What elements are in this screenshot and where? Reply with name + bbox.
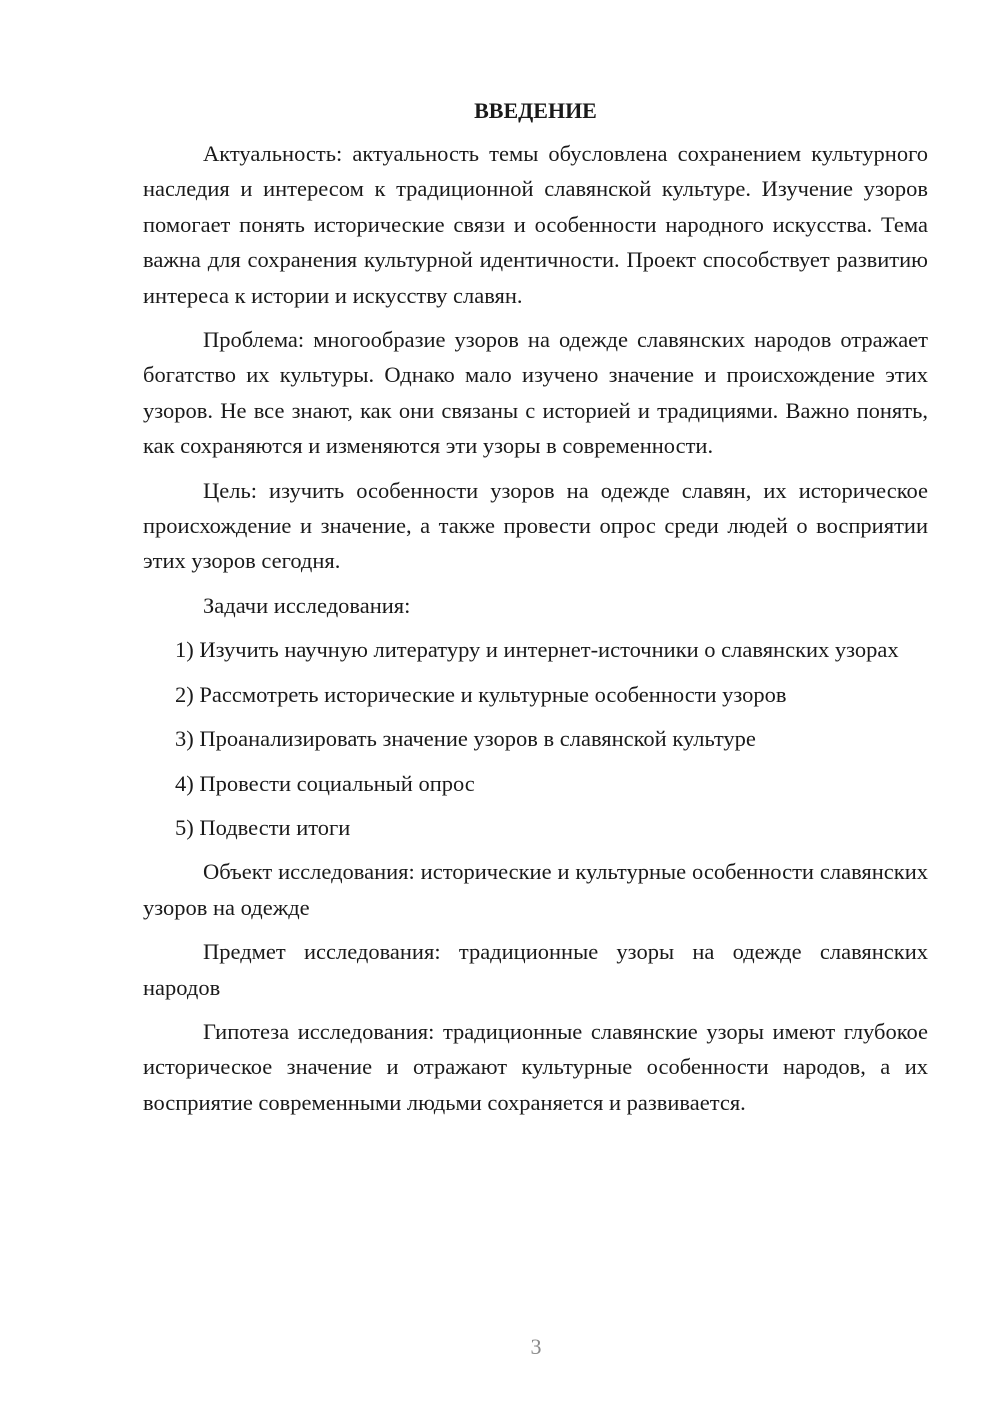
section-heading: ВВЕДЕНИЕ bbox=[474, 98, 597, 123]
task-item: 5) Подвести итоги bbox=[175, 814, 351, 840]
subject-paragraph: Предмет исследования: традиционные узоры на одежде славянских народов bbox=[143, 939, 928, 1000]
task-item: 3) Проанализировать значение узоров в славянской культуре bbox=[175, 726, 756, 752]
document-body bbox=[143, 93, 928, 1129]
task-item: 2) Рассмотреть исторические и культурные особенности узоров bbox=[175, 681, 787, 707]
page-number: 3 bbox=[530, 1334, 542, 1359]
tasks-title: Задачи исследования: bbox=[203, 592, 411, 618]
task-item: 1) Изучить научную литературу и интернет-источники о славянских узорах bbox=[175, 637, 899, 663]
hypothesis-paragraph: Гипотеза исследования: традиционные славянские узоры имеют глубокое историческое значение и отражают культурные особенности народов, а их восприятие современными людьми сохраняется и развивается. bbox=[143, 1018, 928, 1115]
task-item: 4) Провести социальный опрос bbox=[175, 770, 475, 796]
relevance-paragraph: Актуальность: актуальность темы обусловлена сохранением культурного наследия и интересом к традиционной славянской культуре. Изучение узоров помогает понять исторические связи и особенности народного искусства. Тема важна для сохранения культурной идентичности. Проект способствует развитию интереса к истории и искусству славян. bbox=[143, 141, 928, 308]
goal-paragraph: Цель: изучить особенности узоров на одежде славян, их историческое происхождение и значение, а также провести опрос среди людей о восприятии этих узоров сегодня. bbox=[143, 477, 928, 574]
object-paragraph: Объект исследования: исторические и культурные особенности славянских узоров на одежде bbox=[143, 859, 928, 920]
problem-paragraph: Проблема: многообразие узоров на одежде славянских народов отражает богатство их культуры. Однако мало изучено значение и происхождение этих узоров. Не все знают, как они связаны с историей и традициями. Важно понять, как сохраняются и изменяются эти узоры в современности. bbox=[143, 327, 928, 459]
